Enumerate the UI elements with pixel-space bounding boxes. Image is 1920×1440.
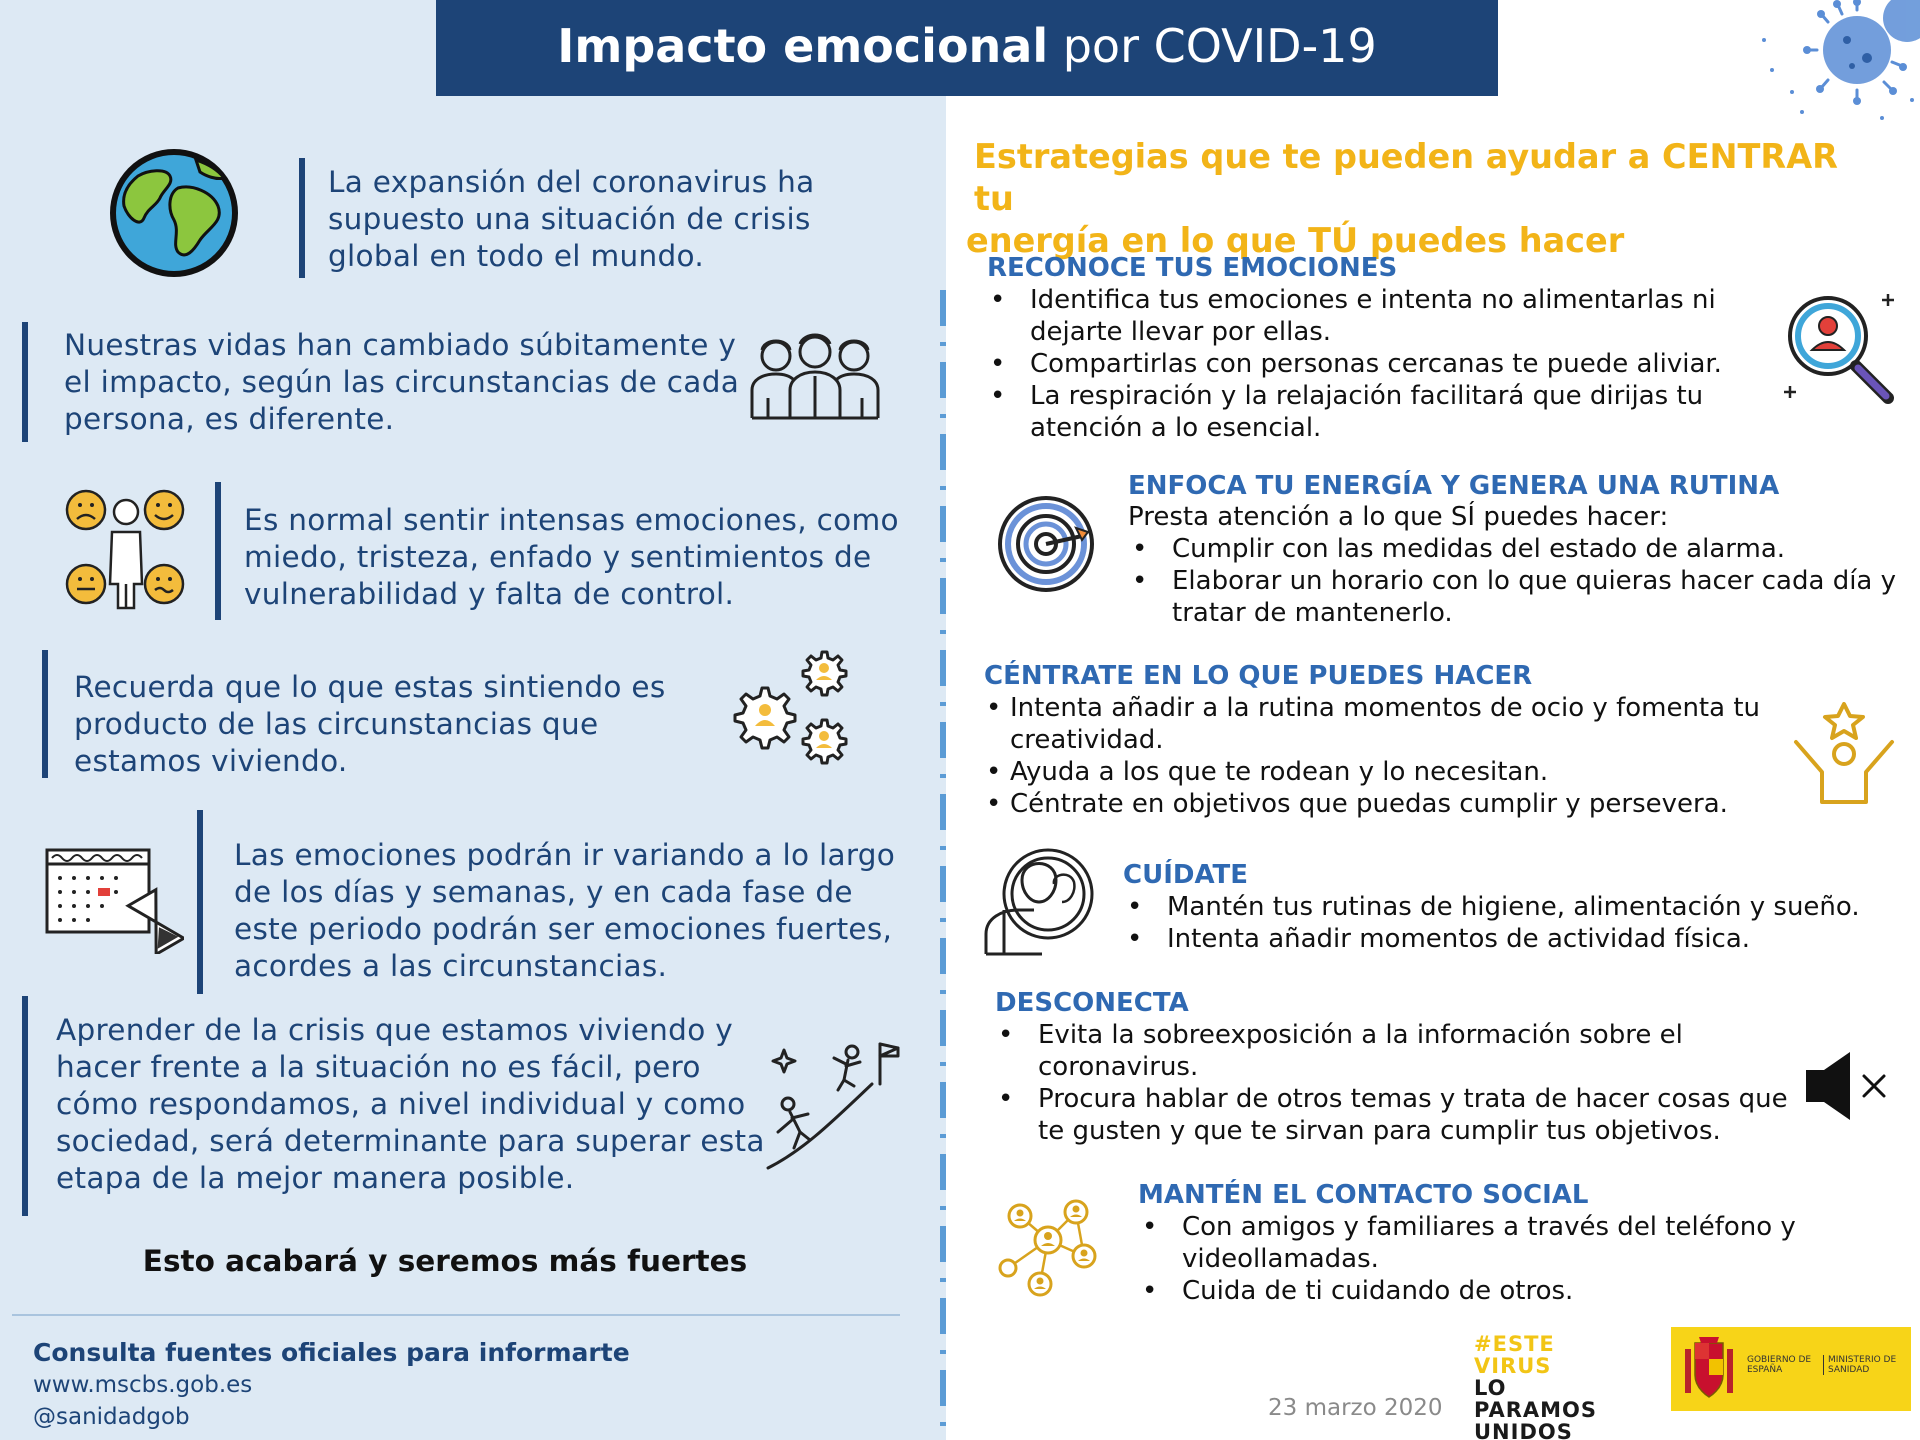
section-title-4: CUÍDATE	[1123, 860, 1249, 890]
mute-speaker-icon	[1804, 1050, 1896, 1122]
magnifier-person-icon	[1780, 288, 1906, 410]
virus-icon	[1752, 0, 1920, 130]
government-logo	[1671, 1327, 1911, 1411]
section-list-2	[1128, 533, 1898, 629]
left-block-text-1: La expansión del coronavirus ha supuesto una situación de crisis global en todo el mundo.	[328, 165, 815, 273]
list-item: • Cumplir con las medidas del estado de alarma.	[1128, 533, 1898, 565]
block-bar	[42, 650, 48, 778]
section-title-6: MANTÉN EL CONTACTO SOCIAL	[1138, 1180, 1589, 1210]
campaign-line: LO	[1474, 1376, 1507, 1400]
climbing-people-icon	[764, 1040, 904, 1172]
section-title-1: RECONOCE TUS EMOCIONES	[987, 253, 1398, 283]
section-list-6	[1138, 1211, 1898, 1307]
campaign-line: UNIDOS	[1474, 1420, 1573, 1440]
list-item: • Con amigos y familiares a través del teléfono y videollamadas.	[1138, 1211, 1898, 1275]
target-icon	[996, 492, 1096, 594]
self-care-mirror-icon	[982, 844, 1094, 956]
campaign-line: #ESTE	[1474, 1332, 1555, 1356]
section-list-3	[984, 692, 1784, 820]
coat-of-arms-icon	[1681, 1335, 1737, 1403]
list-item: • Evita la sobreexposición a la información sobre el coronavirus.	[994, 1019, 1814, 1083]
list-item: • Elaborar un horario con lo que quieras hacer cada día y tratar de mantenerlo.	[1128, 565, 1898, 629]
list-item: • Céntrate en objetivos que puedas cumplir y persevera.	[984, 788, 1784, 820]
globe-icon	[108, 148, 240, 278]
title-regular: por COVID-19	[1048, 19, 1377, 73]
publication-date: 23 marzo 2020	[1268, 1395, 1443, 1421]
calendar-hourglass-icon	[44, 846, 184, 954]
left-block-text-4: Recuerda que lo que estas sintiendo es producto de las circunstancias que estamos viviendo.	[74, 670, 666, 778]
block-bar	[215, 482, 221, 620]
section-intro-2: Presta atención a lo que SÍ puedes hacer:	[1128, 502, 1669, 532]
title-bold: Impacto emocional	[557, 19, 1049, 73]
list-item: • Intenta añadir a la rutina momentos de ocio y fomenta tu creatividad.	[984, 692, 1784, 756]
sources-title: Consulta fuentes oficiales para informarte	[33, 1338, 630, 1367]
list-item: • Ayuda a los que te rodean y lo necesitan.	[984, 756, 1784, 788]
dashed-divider	[940, 290, 946, 1440]
section-title-2: ENFOCA TU ENERGÍA Y GENERA UNA RUTINA	[1128, 471, 1780, 501]
block-bar	[22, 996, 28, 1216]
list-item: • La respiración y la relajación facilitará que dirijas tu atención a lo esencial.	[986, 380, 1756, 444]
campaign-line: VIRUS	[1474, 1354, 1552, 1378]
list-item: • Mantén tus rutinas de higiene, alimentación y sueño.	[1123, 891, 1913, 923]
list-item: • Cuida de ti cuidando de otros.	[1138, 1275, 1898, 1307]
list-item: • Procura hablar de otros temas y trata de hacer cosas que te gusten y que te sirvan para cumplir tus objetivos.	[994, 1083, 1814, 1147]
section-list-4	[1123, 891, 1913, 955]
list-item: • Identifica tus emociones e intenta no alimentarlas ni dejarte llevar por ellas.	[986, 284, 1756, 348]
section-list-1	[986, 284, 1756, 444]
block-bar	[299, 158, 305, 278]
left-block-text-2: Nuestras vidas han cambiado súbitamente y el impacto, según las circunstancias de cada persona, es diferente.	[64, 328, 740, 436]
section-title-5: DESCONECTA	[995, 988, 1189, 1018]
strategies-title-line-1: Estrategias que te pueden ayudar a CENTRAR tu	[974, 137, 1838, 218]
sources-website[interactable]: www.mscbs.gob.es	[33, 1372, 253, 1398]
list-item: • Intenta añadir momentos de actividad física.	[1123, 923, 1913, 955]
social-network-icon	[996, 1190, 1100, 1298]
people-group-icon	[748, 328, 882, 420]
gov-logo-right-text: MINISTERIO DE SANIDAD	[1823, 1355, 1903, 1375]
campaign-line: PARAMOS	[1474, 1398, 1598, 1422]
list-item: • Compartirlas con personas cercanas te puede aliviar.	[986, 348, 1756, 380]
block-bar	[22, 322, 28, 442]
gov-logo-left-text: GOBIERNO DE ESPAÑA	[1747, 1355, 1812, 1375]
campaign-logo	[1474, 1333, 1646, 1440]
block-bar	[197, 810, 203, 994]
left-block-text-6: Aprender de la crisis que estamos viviendo y hacer frente a la situación no es fácil, pero cómo respondamos, a nivel individual y como sociedad, será determinante para superar esta etapa de la mejor manera posible.	[56, 1013, 765, 1195]
gears-people-icon	[728, 648, 856, 776]
page-title	[436, 0, 1498, 96]
achiever-star-icon	[1792, 702, 1902, 806]
strategies-title	[966, 136, 1886, 262]
left-block-text-5: Las emociones podrán ir variando a lo largo de los días y semanas, y en cada fase de este periodo podrán ser emociones fuertes, acordes a las circunstancias.	[234, 838, 896, 983]
footer-separator	[12, 1314, 900, 1316]
left-block-text-3: Es normal sentir intensas emociones, como miedo, tristeza, enfado y sentimientos de vulnerabilidad y falta de control.	[244, 503, 899, 611]
section-title-3: CÉNTRATE EN LO QUE PUEDES HACER	[984, 661, 1533, 691]
closing-message: Esto acabará y seremos más fuertes	[142, 1244, 748, 1278]
section-list-5	[994, 1019, 1814, 1147]
sources-handle[interactable]: @sanidadgob	[33, 1404, 190, 1430]
emotions-person-icon	[64, 488, 188, 610]
strategies-title-line-2: energía en lo que TÚ puedes hacer	[966, 221, 1625, 260]
